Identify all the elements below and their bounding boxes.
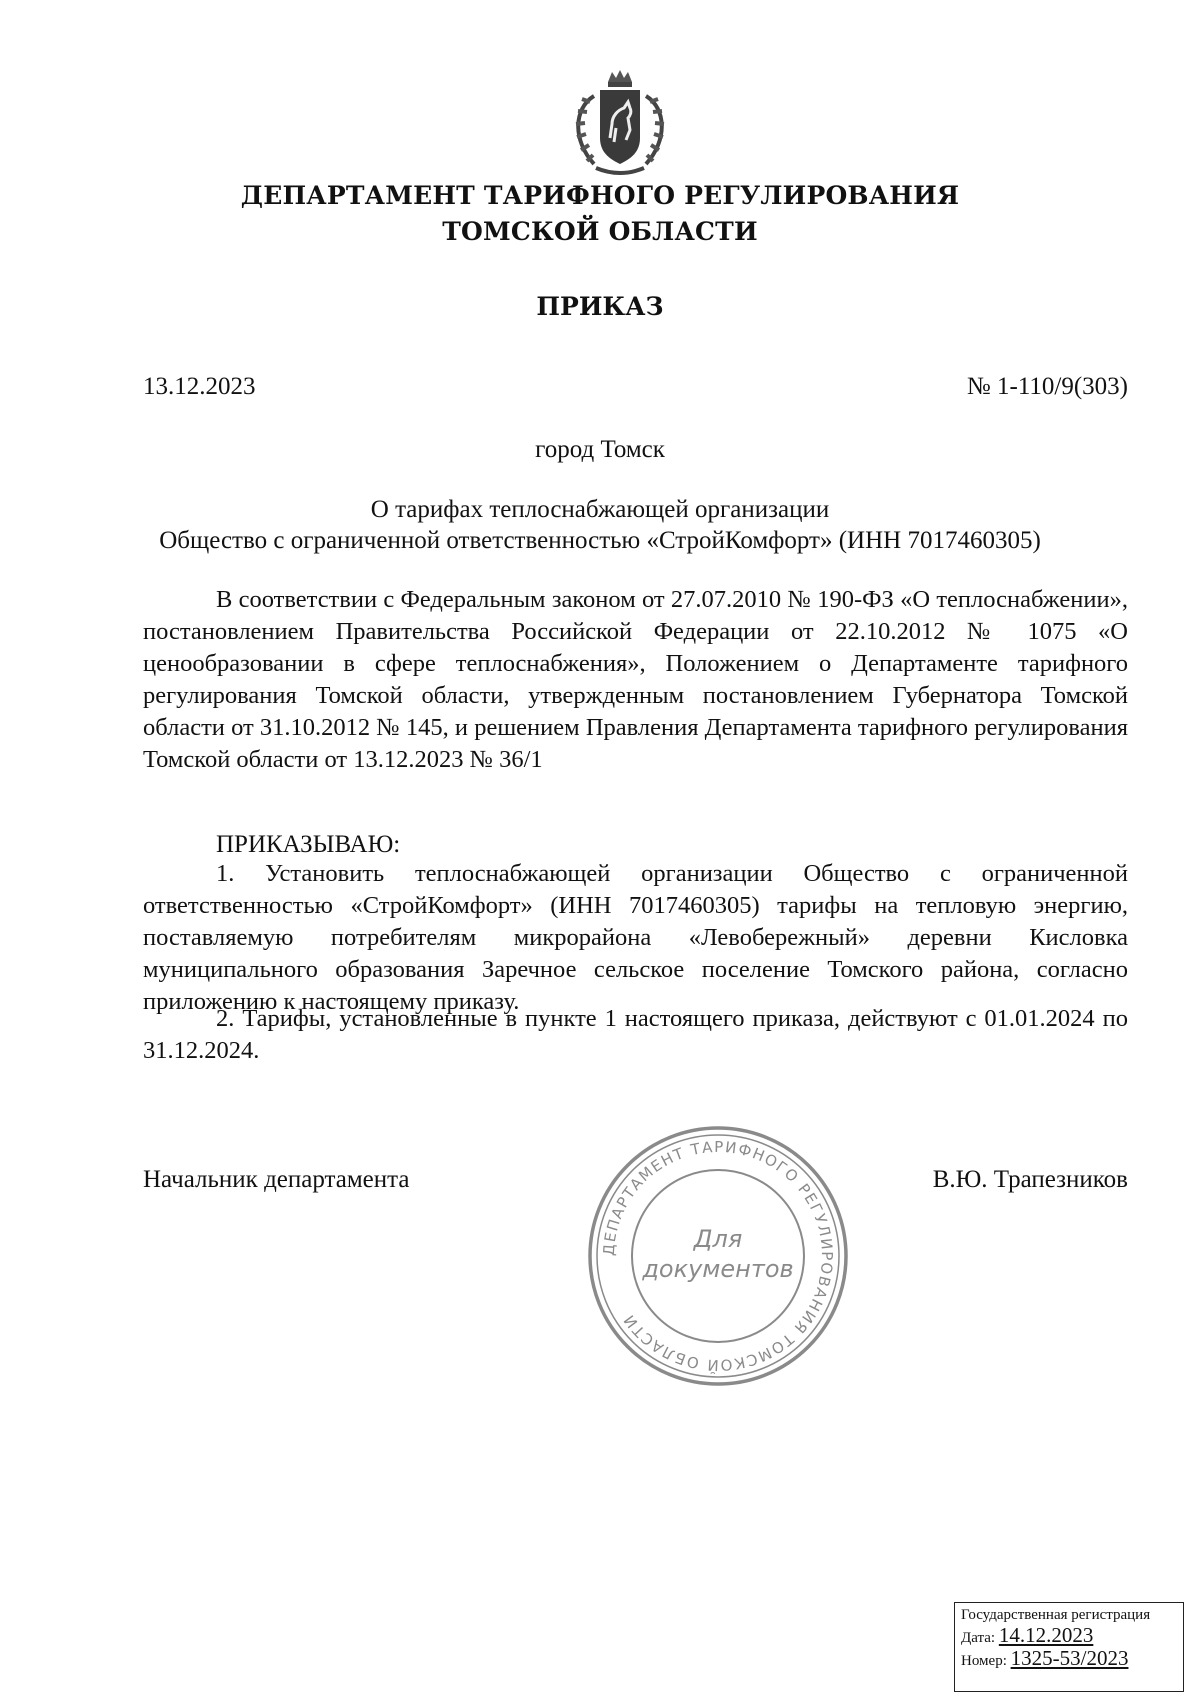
order-item-2: 2. Тарифы, установленные в пункте 1 настоящего приказа, действуют с 01.01.2024 по 31.12.2024. bbox=[143, 1005, 1128, 1064]
order-number: № 1-110/9(303) bbox=[966, 373, 1128, 400]
registration-title: Государственная регистрация bbox=[961, 1607, 1151, 1623]
signatory-name: В.Ю. Трапезников bbox=[932, 1166, 1128, 1193]
document-type-title: ПРИКАЗ bbox=[536, 292, 664, 321]
stamp-ring-text: ДЕПАРТАМЕНТ ТАРИФНОГО РЕГУЛИРОВАНИЯ ТОМСКОЙ ОБЛАСТИ bbox=[599, 1137, 837, 1375]
registration-date-label: Дата: bbox=[961, 1630, 996, 1646]
registration-number-label: Номер: bbox=[961, 1653, 1007, 1669]
registration-date-value: 14.12.2023 bbox=[998, 1623, 1094, 1647]
stamp-center-line1: Для bbox=[693, 1225, 743, 1253]
registration-number-value: 1325-53/2023 bbox=[1010, 1646, 1129, 1670]
subject-line2: Общество с ограниченной ответственностью «СтройКомфорт» (ИНН 7017460305) bbox=[159, 527, 1041, 554]
registration-box bbox=[954, 1602, 1184, 1692]
organization-name-line1: ДЕПАРТАМЕНТ ТАРИФНОГО РЕГУЛИРОВАНИЯ bbox=[240, 181, 960, 210]
city-name: город Томск bbox=[535, 436, 665, 463]
coat-of-arms-icon bbox=[560, 68, 680, 180]
order-date: 13.12.2023 bbox=[143, 373, 256, 400]
registration-date-row bbox=[961, 1625, 1177, 1648]
stamp-center-line2: документов bbox=[642, 1255, 794, 1283]
subject-line1: О тарифах теплоснабжающей организации bbox=[370, 496, 830, 523]
preamble-paragraph: В соответствии с Федеральным законом от 27.07.2010 № 190-ФЗ «О теплоснабжении», постановлением Правительства Российской Федерации от 22.10.2012 № 1075 «О ценообразовании в сфере теплоснабжения», Положением о Департаменте тарифного регулирования Томской области, утвержденным постановлением Губернатора Томской области от 31.10.2012 № 145, и решением Правления Департамента тарифного регулирования Томской области от 13.12.2023 № 36/1 bbox=[143, 586, 1128, 773]
organization-name-line2: ТОМСКОЙ ОБЛАСТИ bbox=[442, 217, 758, 246]
signatory-position: Начальник департамента bbox=[143, 1166, 410, 1193]
order-item-1: 1. Установить теплоснабжающей организации Общество с ограниченной ответственностью «СтройКомфорт» (ИНН 7017460305) тарифы на тепловую энергию, поставляемую потребителям микрорайона «Левобережный» деревни Кисловка муниципального образования Заречное сельское поселение Томского района, согласно приложению к настоящему приказу. bbox=[143, 860, 1128, 1015]
order-directive-word: ПРИКАЗЫВАЮ: bbox=[216, 831, 401, 858]
registration-number-row bbox=[961, 1648, 1177, 1671]
official-stamp bbox=[585, 1123, 851, 1389]
